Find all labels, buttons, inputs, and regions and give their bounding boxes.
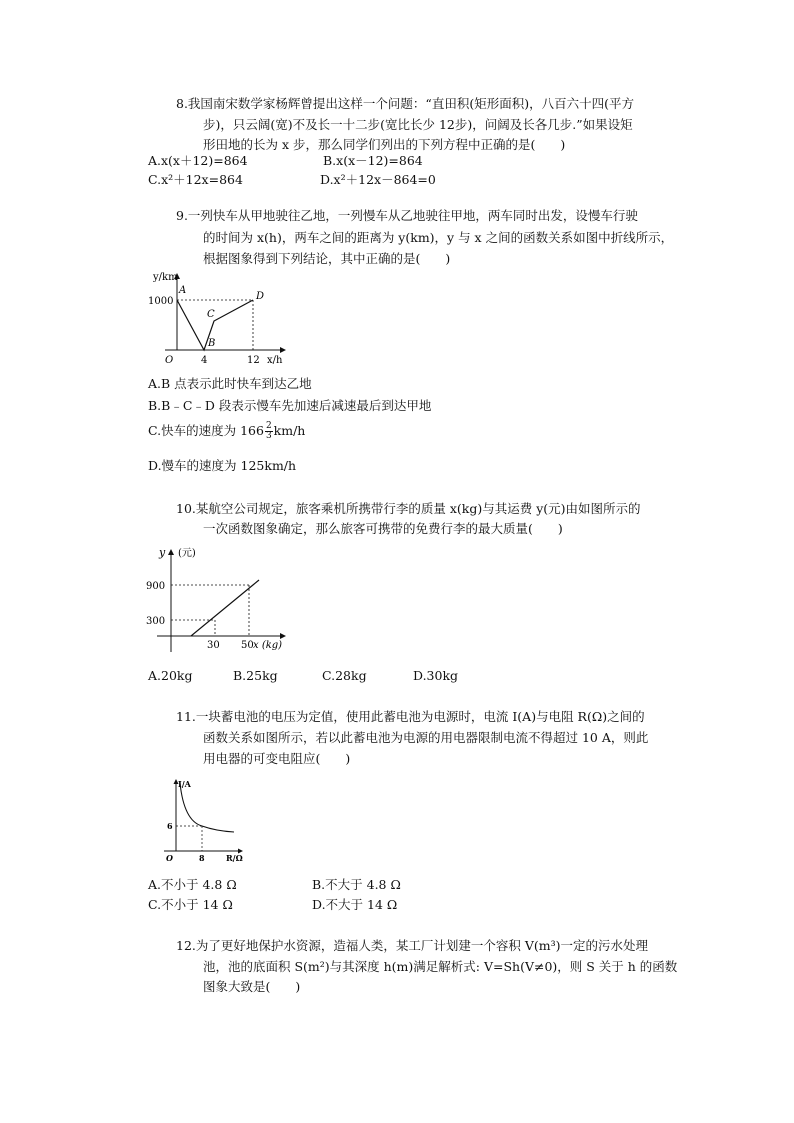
q8-stem-line2: 步)，只云阔(宽)不及长一十二步(宽比长少 12步)，问阔及长各几步.”如果设矩 — [203, 117, 633, 132]
q11-stem-line2: 函数关系如图所示，若以此蓄电池为电源的用电器限制电流不得超过 10 A，则此 — [203, 730, 649, 745]
q11-current-resistance-graph — [158, 775, 248, 865]
q9-stem-line2: 的时间为 x(h)，两车之间的距离为 y(km)，y 与 x 之间的函数关系如图中折线所示， — [203, 230, 674, 245]
q11-option-b[interactable]: B.不大于 4.8 Ω — [312, 877, 401, 892]
q9-y-tick-1000: 1000 — [148, 296, 174, 307]
q8-stem-line3: 形田地的长为 x 步，那么同学们列出的下列方程中正确的是( ) — [203, 137, 566, 152]
q11-hyperbola-curve — [180, 783, 234, 832]
q8-option-b[interactable]: B.x(x－12)=864 — [323, 153, 423, 168]
q10-stem-line1: 10.某航空公司规定，旅客乘机所携带行李的质量 x(kg)与其运费 y(元)由如图所示的 — [176, 501, 641, 516]
q10-fee-weight-graph — [143, 540, 293, 655]
q12-stem-line2: 池，池的底面积 S(m²)与其深度 h(m)满足解析式: V=Sh(V≠0)，则 S 关于 h 的函数 — [203, 959, 678, 974]
q9-option-c-prefix: C.快车的速度为 166 — [148, 423, 264, 438]
q9-option-c[interactable] — [148, 422, 305, 441]
q11-y-tick-6: 6 — [167, 821, 173, 831]
q9-fraction-numerator: 2 — [265, 421, 272, 431]
q9-point-d: D — [256, 291, 265, 302]
q9-option-b[interactable]: B.B﹣C﹣D 段表示慢车先加速后减速最后到达甲地 — [148, 398, 432, 413]
q9-option-c-fraction — [265, 422, 273, 441]
q10-option-d[interactable]: D.30kg — [413, 668, 459, 683]
q9-point-c: C — [207, 309, 215, 320]
q9-x-tick-4: 4 — [201, 355, 208, 366]
q9-origin: O — [165, 355, 174, 366]
q11-origin: O — [166, 853, 173, 863]
q10-option-c[interactable]: C.28kg — [322, 668, 367, 683]
q10-option-a[interactable]: A.20kg — [148, 668, 193, 683]
q9-x-label: x/h — [267, 355, 283, 366]
q9-x-tick-12: 12 — [247, 355, 260, 366]
q9-point-a: A — [179, 285, 187, 296]
q9-stem-line1: 9.一列快车从甲地驶往乙地，一列慢车从乙地驶往甲地，两车同时出发，设慢车行驶 — [176, 208, 638, 223]
q11-x-label: R/Ω — [226, 853, 243, 863]
q8-stem-line1: 8.我国南宋数学家杨辉曾提出这样一个问题：“直田积(矩形面积)，八百六十四(平方 — [176, 96, 634, 111]
q10-fee-line — [191, 580, 259, 636]
q11-y-label: I/A — [178, 779, 191, 789]
q12-stem-line1: 12.为了更好地保护水资源，造福人类，某工厂计划建一个容积 V(m³)一定的污水处理 — [176, 938, 648, 953]
q9-y-label: y/km — [153, 272, 178, 283]
q8-option-c[interactable]: C.x²＋12x=864 — [148, 172, 243, 187]
q10-option-b[interactable]: B.25kg — [233, 668, 278, 683]
q12-stem-line3: 图象大致是( ) — [203, 979, 301, 994]
q10-y-label-var: y — [159, 546, 166, 559]
q10-stem-line2: 一次函数图象确定，那么旅客可携带的免费行李的最大质量( ) — [203, 521, 563, 536]
q10-x-tick-50: 50 — [241, 640, 254, 651]
q11-option-d[interactable]: D.不大于 14 Ω — [312, 897, 398, 912]
q9-distance-time-graph — [145, 266, 295, 366]
q10-x-label: x (kg) — [253, 640, 283, 651]
q10-y-tick-900: 900 — [146, 581, 166, 592]
q8-option-a[interactable]: A.x(x＋12)=864 — [148, 153, 248, 168]
q8-option-d[interactable]: D.x²＋12x－864=0 — [320, 172, 436, 187]
q9-stem-line3: 根据图象得到下列结论，其中正确的是( ) — [203, 251, 451, 266]
q10-y-tick-300: 300 — [146, 616, 166, 627]
q11-option-c[interactable]: C.不小于 14 Ω — [148, 897, 233, 912]
q9-point-b: B — [208, 338, 216, 349]
q9-option-d[interactable]: D.慢车的速度为 125km/h — [148, 458, 297, 473]
q10-y-label-unit: (元) — [178, 548, 196, 559]
q11-option-a[interactable]: A.不小于 4.8 Ω — [148, 877, 237, 892]
q11-x-tick-8: 8 — [199, 853, 205, 863]
q9-option-c-suffix: km/h — [273, 423, 306, 438]
q11-stem-line1: 11.一块蓄电池的电压为定值，使用此蓄电池为电源时，电流 I(A)与电阻 R(Ω)之间的 — [176, 709, 645, 724]
q9-fraction-denominator: 3 — [265, 431, 272, 441]
q10-x-tick-30: 30 — [207, 640, 220, 651]
q9-option-a[interactable]: A.B 点表示此时快车到达乙地 — [148, 376, 312, 391]
q11-stem-line3: 用电器的可变电阻应( ) — [203, 751, 351, 766]
